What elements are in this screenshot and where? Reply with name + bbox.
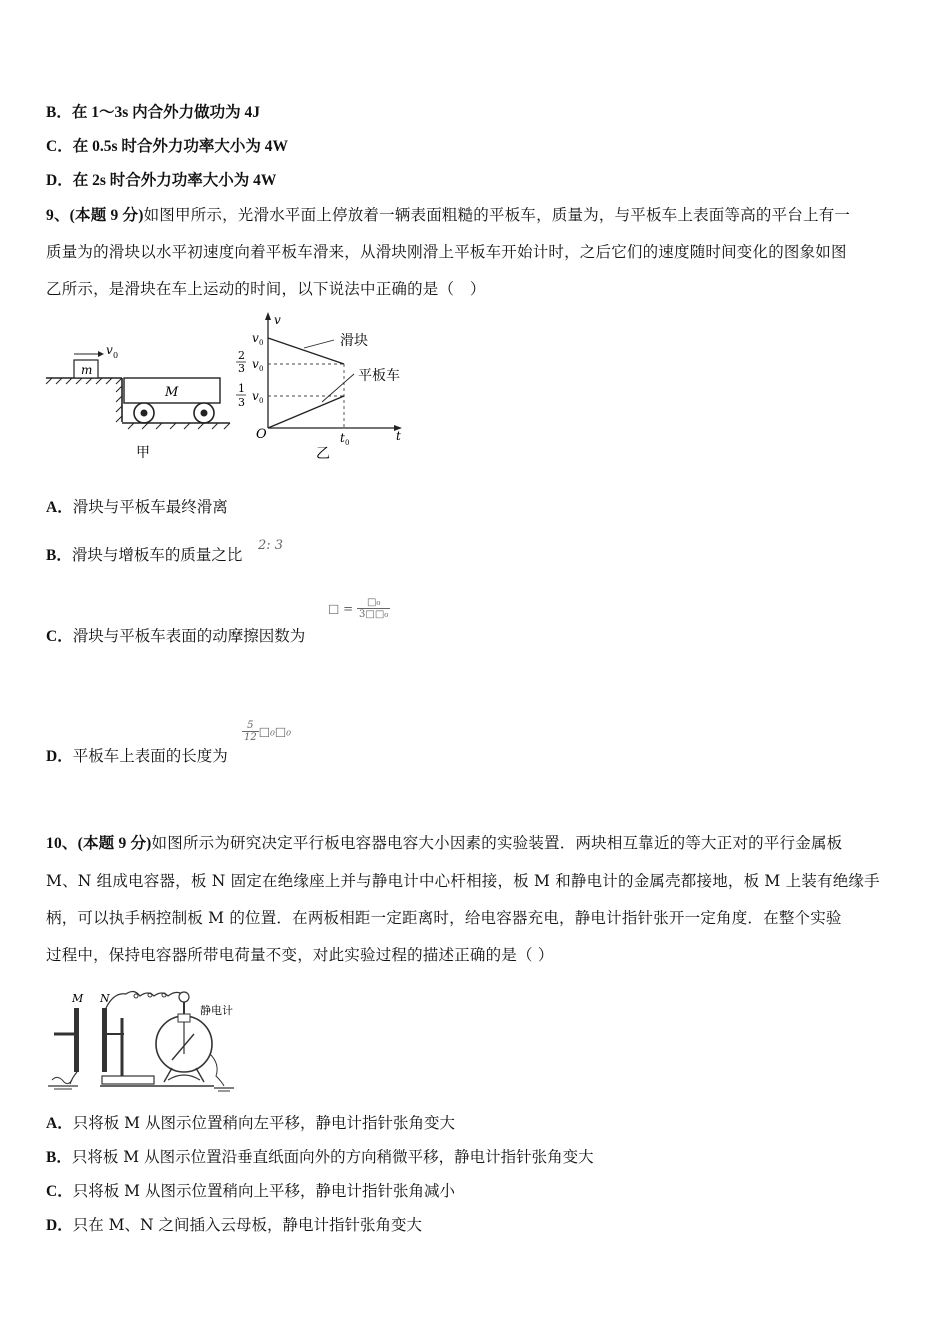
cart-M-label: M <box>165 385 179 400</box>
block-m-label: m <box>81 363 93 377</box>
option-letter: C <box>46 138 58 155</box>
question-meta: (本题 9 分) <box>77 835 152 852</box>
q9-figure-yi <box>230 310 420 465</box>
question-text: 如图甲所示，光滑水平面上停放着一辆表面粗糙的平板车，质量为，与平板车上表面等高的平台上有一 <box>143 206 851 224</box>
q8-option-b: B．在 1～3s 内合外力做功为 4J <box>46 104 261 121</box>
yi-caption: 乙 <box>316 446 330 462</box>
q9-option-a: A．滑块与平板车最终滑离 <box>46 498 228 516</box>
q9-option-c: C．滑块与平板车表面的动摩擦因数为 <box>46 627 306 645</box>
question-number: 9、 <box>46 207 70 224</box>
jia-caption: 甲 <box>136 445 150 460</box>
q10-stem-line4: 过程中，保持电容器所带电荷量不变，对此实验过程的描述正确的是（ ） <box>46 946 554 964</box>
q10-figure-capacitor <box>44 982 244 1094</box>
question-number: 10、 <box>46 835 78 852</box>
tick-one-third-num: 1 <box>238 382 245 395</box>
q9-figure-jia <box>44 340 234 460</box>
q10-option-c: C．只将板 M 从图示位置稍向上平移，静电计指针张角减小 <box>46 1182 455 1200</box>
formula-plate-length: $\frac{5}{12}$ □₀□₀ <box>244 720 292 743</box>
q10-option-a: A．只将板 M 从图示位置稍向左平移，静电计指针张角变大 <box>46 1114 455 1132</box>
svg-text:v: v <box>252 357 259 371</box>
formula-mass-ratio: 2: 3 <box>258 538 284 553</box>
option-text: 只将板 M 从图示位置稍向左平移，静电计指针张角变大 <box>72 1114 455 1132</box>
tick-one-third-den: 3 <box>238 396 245 409</box>
q10-stem-line1: 10、(本题 9 分)如图所示为研究决定平行板电容器电容大小因素的实验装置．两块相互靠近的等大正对的平行金属板 <box>46 834 843 852</box>
v0-label: v <box>106 343 113 357</box>
axis-t-label: t <box>396 429 401 443</box>
q9-option-b: B．滑块与增板车的质量之比 <box>46 546 243 564</box>
q8-option-d: D．在 2s 时合外力功率大小为 4W <box>46 172 277 189</box>
q8-option-c: C．在 0.5s 时合外力功率大小为 4W <box>46 138 289 155</box>
option-text: 只将板 M 从图示位置沿垂直纸面向外的方向稍微平移，静电计指针张角变大 <box>71 1148 594 1166</box>
option-text: 只将板 M 从图示位置稍向上平移，静电计指针张角减小 <box>72 1182 455 1200</box>
q10-stem-line3: 柄，可以执手柄控制板 M 的位置．在两板相距一定距离时，给电容器充电，静电计指针张开一定角度．在整个实验 <box>46 909 842 927</box>
option-letter: D <box>46 172 58 189</box>
question-meta: (本题 9 分) <box>69 207 144 224</box>
q10-option-b: B．只将板 M 从图示位置沿垂直纸面向外的方向稍微平移，静电计指针张角变大 <box>46 1148 594 1166</box>
svg-text:0: 0 <box>259 397 264 405</box>
t0-label: t <box>340 431 345 445</box>
origin-label: O <box>256 427 267 442</box>
q10-stem-line2: M、N 组成电容器，板 N 固定在绝缘座上并与静电计中心杆相接，板 M 和静电计的金属壳都接地，板 M 上装有绝缘手 <box>46 872 880 890</box>
svg-text:0: 0 <box>345 439 350 447</box>
option-text: 滑块与平板车最终滑离 <box>72 498 228 516</box>
v0-subscript: 0 <box>113 351 119 360</box>
label-plate-N: N <box>100 992 110 1005</box>
option-letter: B <box>46 104 57 121</box>
tick-v0: v <box>252 331 259 345</box>
option-text: 在 1～3s 内合外力做功为 4J <box>71 104 261 121</box>
tick-two-thirds-num: 2 <box>238 349 245 362</box>
formula-friction-coefficient: □ = $\frac{\text{□₀}}{\text{3□□₀}}$ <box>328 597 389 620</box>
label-plate-M: M <box>72 992 84 1005</box>
svg-text:0: 0 <box>259 339 264 347</box>
option-text: 在 0.5s 时合外力功率大小为 4W <box>72 138 289 155</box>
label-slider: 滑块 <box>340 333 368 349</box>
svg-text:v: v <box>252 389 259 403</box>
q9-stem-line1 <box>46 205 850 226</box>
option-text: 滑块与增板车的质量之比 <box>71 546 243 564</box>
tick-two-thirds-den: 3 <box>238 362 245 375</box>
option-text: 平板车上表面的长度为 <box>72 747 228 765</box>
label-electrometer: 静电计 <box>200 1004 233 1017</box>
axis-v-label: v <box>274 313 281 327</box>
svg-text:0: 0 <box>259 365 264 373</box>
q9-option-d: D．平板车上表面的长度为 <box>46 747 228 765</box>
q9-stem-line2: 质量为的滑块以水平初速度向着平板车滑来，从滑块刚滑上平板车开始计时，之后它们的速度随时间变化的图象如图 <box>46 243 847 261</box>
label-cart: 平板车 <box>358 368 400 384</box>
option-text: 滑块与平板车表面的动摩擦因数为 <box>72 627 306 645</box>
option-text: 只在 M、N 之间插入云母板，静电计指针张角变大 <box>72 1216 423 1234</box>
q10-option-d: D．只在 M、N 之间插入云母板，静电计指针张角变大 <box>46 1216 423 1234</box>
option-text: 在 2s 时合外力功率大小为 4W <box>72 172 277 189</box>
q9-stem-line3: 乙所示，是滑块在车上运动的时间，以下说法中正确的是（ ） <box>46 280 486 298</box>
